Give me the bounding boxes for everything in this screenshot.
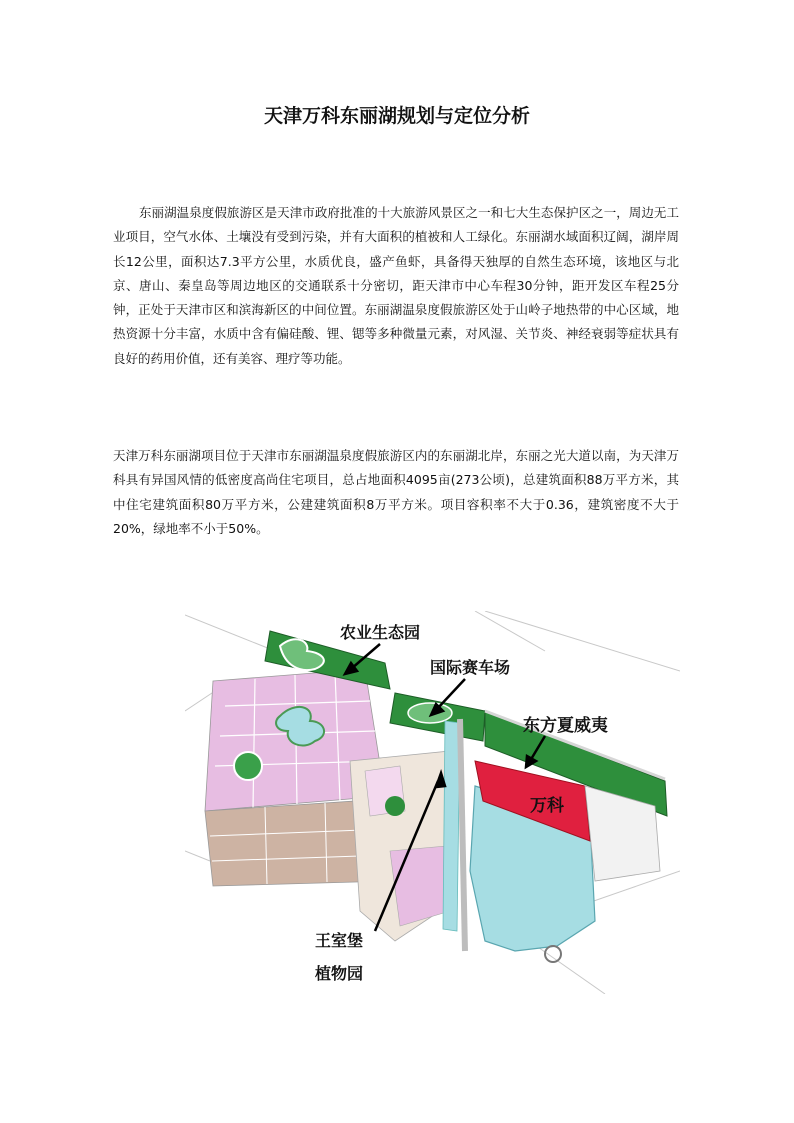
center-south-pink	[390, 846, 450, 926]
label-vanke: 万科	[530, 796, 564, 816]
label-botanical: 植物园	[315, 964, 364, 983]
race-track-loop	[408, 703, 452, 723]
paragraph-intro: 东丽湖温泉度假旅游区是天津市政府批准的十大旅游风景区之一和七大生态保护区之一，周边无工业项目，空气水体、土壤没有受到污染，并有大面积的植被和人工绿化。东丽湖水域面积辽阔，湖岸周长12公里，面积达7.3平方公里，水质优良，盛产鱼虾，具备得天独厚的自然生态环境，该地区与北京、唐山、秦皇岛等周边地区的交通联系十分密切，距天津市中心车程30分钟，距开发区车程25分钟，正处于天津市区和滨海新区的中间位置。东丽湖温泉度假旅游区处于山岭子地热带的中心区域，地热资源十分丰富，水质中含有偏硅酸、锂、锶等多种微量元素，对风湿、关节炎、神经衰弱等症状具有良好的药用价值，还有美容、理疗等功能。	[113, 205, 679, 366]
center-green-circle	[385, 796, 405, 816]
river-strip	[443, 721, 460, 931]
label-oriental-hawaii: 东方夏威夷	[523, 716, 608, 736]
label-agri-park: 农业生态园	[340, 623, 421, 642]
page-title: 天津万科东丽湖规划与定位分析	[263, 105, 530, 127]
paragraph-project: 天津万科东丽湖项目位于天津市东丽湖温泉度假旅游区内的东丽湖北岸，东丽之光大道以南，为天津万科具有异国风情的低密度高尚住宅项目，总占地面积4095亩(273公顷)，总建筑面积88万平方米，其中住宅建筑面积80万平方米，公建建筑面积8万平方米。项目容积率不大于0.36，建筑密度不大于20%，绿地率不小于50%。	[113, 448, 679, 536]
label-race-track: 国际赛车场	[430, 658, 511, 677]
round-park	[234, 752, 262, 780]
planning-map	[185, 611, 680, 994]
label-wangshibao: 王室堡	[315, 931, 364, 950]
